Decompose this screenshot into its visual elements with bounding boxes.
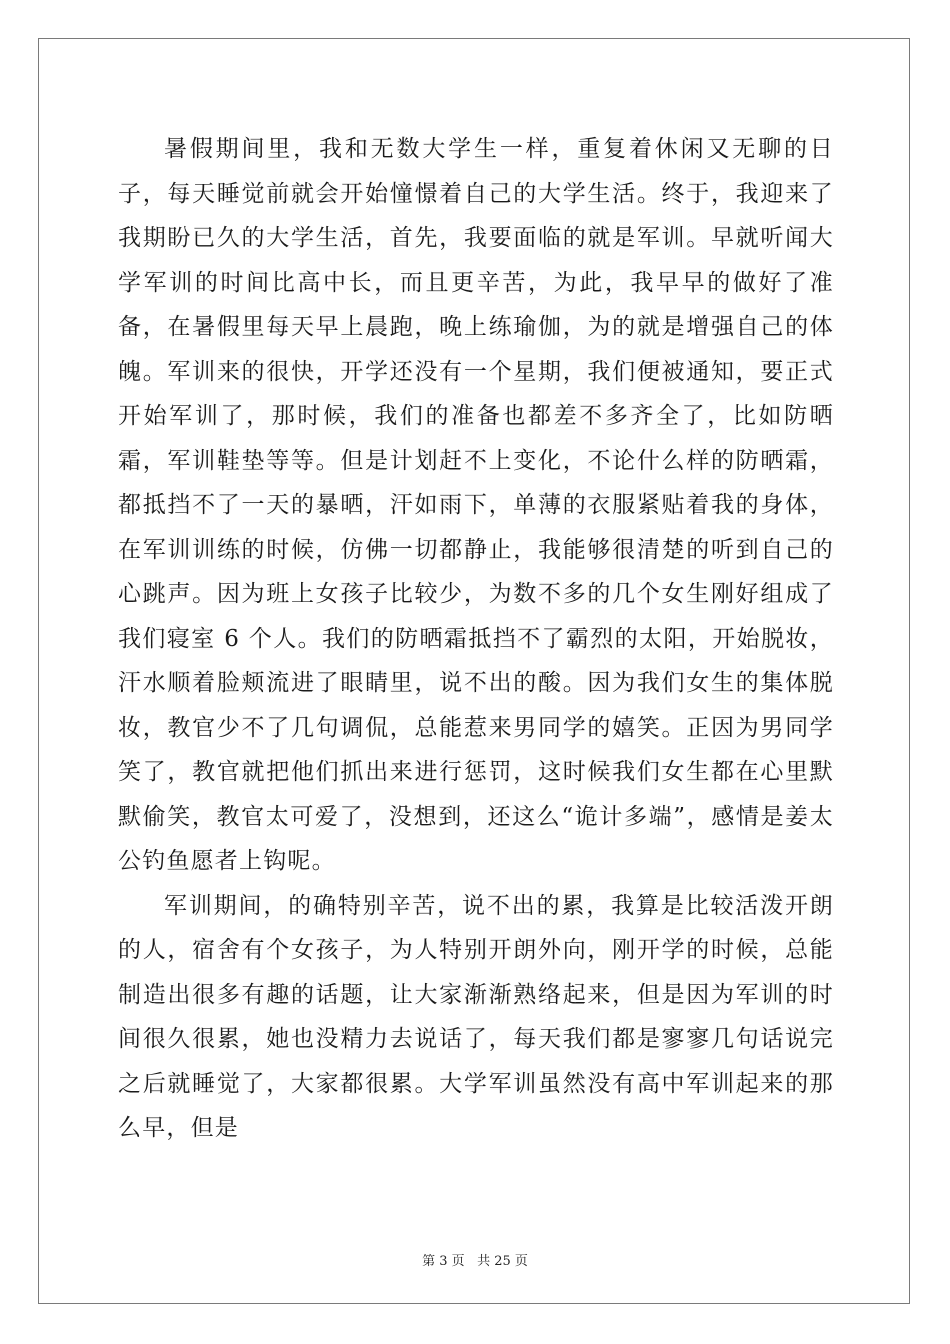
paragraph-2: 军训期间，的确特别辛苦，说不出的累，我算是比较活泼开朗的人，宿舍有个女孩子，为人特别开朗外向，刚开学的时候，总能制造出很多有趣的话题，让大家渐渐熟络起来，但是因为军训的时间很久很累，她也没精力去说话了，每天我们都是寥寥几句话说完之后就睡觉了，大家都很累。大学军训虽然没有高中军训起来的那么早，但是 <box>118 892 834 1141</box>
page-number: 第 3 页 <box>422 1254 465 1269</box>
document-body <box>118 127 834 1151</box>
page-footer <box>0 1250 950 1269</box>
page-total: 共 25 页 <box>477 1254 528 1269</box>
paragraph-1: 暑假期间里，我和无数大学生一样，重复着休闲又无聊的日子，每天睡觉前就会开始憧憬着自己的大学生活。终于，我迎来了我期盼已久的大学生活，首先，我要面临的就是军训。早就听闻大学军训的时间比高中长，而且更辛苦，为此，我早早的做好了准备，在暑假里每天早上晨跑，晚上练瑜伽，为的就是增强自己的体魄。军训来的很快，开学还没有一个星期，我们便被通知，要正式开始军训了，那时候，我们的准备也都差不多齐全了，比如防晒霜，军训鞋垫等等。但是计划赶不上变化，不论什么样的防晒霜，都抵挡不了一天的暴晒，汗如雨下，单薄的衣服紧贴着我的身体，在军训训练的时候，仿佛一切都静止，我能够很清楚的听到自己的心跳声。因为班上女孩子比较少，为数不多的几个女生刚好组成了我们寝室 6 个人。我们的防晒霜抵挡不了霸烈的太阳，开始脱妆，汗水顺着脸颊流进了眼睛里，说不出的酸。因为我们女生的集体脱妆，教官少不了几句调侃，总能惹来男同学的嬉笑。正因为男同学笑了，教官就把他们抓出来进行惩罚，这时候我们女生都在心里默默偷笑，教官太可爱了，没想到，还这么“诡计多端”，感情是姜太公钓鱼愿者上钩呢。 <box>118 136 834 874</box>
